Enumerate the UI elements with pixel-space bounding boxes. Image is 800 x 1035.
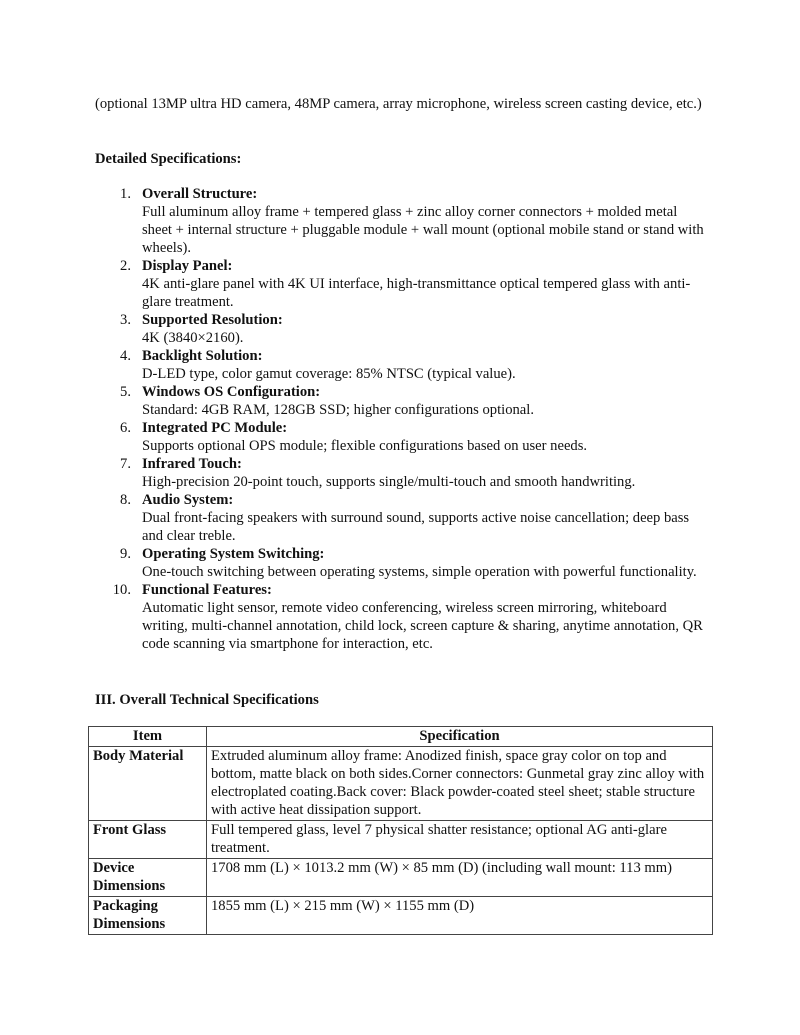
table-header-row [89, 727, 713, 747]
spec-description: Full aluminum alloy frame + tempered glass + zinc alloy corner connectors + molded metal sheet + internal structure + pluggable module + wall mount (optional mobile stand or stand with wheels). [142, 204, 704, 256]
specification-cell: Extruded aluminum alloy frame: Anodized finish, space gray color on top and bottom, matte black on both sides.Corner connectors: Gunmetal gray zinc alloy with electroplated coating.Back cover: Black powder-coated steel sheet; stable structure with active heat dissipation support. [207, 747, 713, 821]
technical-specifications-table [88, 726, 713, 935]
spec-number: 2. [120, 258, 131, 274]
spec-title: Windows OS Configuration: [142, 384, 321, 400]
spec-item-display-panel [95, 257, 705, 311]
item-cell: Front Glass [89, 821, 207, 859]
spec-number: 3. [120, 312, 131, 328]
spec-number: 10. [112, 582, 131, 598]
spec-title: Display Panel: [142, 258, 233, 274]
spec-number: 9. [120, 546, 131, 562]
item-cell: Device Dimensions [89, 859, 207, 897]
column-header-item: Item [89, 727, 207, 747]
item-cell: Packaging Dimensions [89, 897, 207, 935]
item-cell: Body Material [89, 747, 207, 821]
spec-item-overall-structure [95, 185, 705, 257]
overall-technical-specifications-heading: III. Overall Technical Specifications [95, 692, 319, 708]
spec-item-operating-system-switching [95, 545, 705, 581]
spec-description: Standard: 4GB RAM, 128GB SSD; higher configurations optional. [142, 402, 534, 418]
spec-number: 6. [120, 420, 131, 436]
spec-item-windows-os-configuration [95, 383, 705, 419]
spec-description: Automatic light sensor, remote video conferencing, wireless screen mirroring, whiteboard writing, multi-channel annotation, child lock, screen capture & sharing, anytime annotation, QR code scanning via smartphone for interaction, etc. [142, 600, 703, 652]
spec-title: Overall Structure: [142, 186, 258, 202]
spec-number: 5. [120, 384, 131, 400]
specifications-list [95, 185, 705, 653]
specification-cell: 1708 mm (L) × 1013.2 mm (W) × 85 mm (D) (including wall mount: 113 mm) [207, 859, 713, 897]
spec-number: 8. [120, 492, 131, 508]
spec-number: 1. [120, 186, 131, 202]
spec-item-supported-resolution [95, 311, 705, 347]
spec-number: 7. [120, 456, 131, 472]
spec-description: High-precision 20-point touch, supports single/multi-touch and smooth handwriting. [142, 474, 636, 490]
spec-description: Dual front-facing speakers with surround sound, supports active noise cancellation; deep bass and clear treble. [142, 510, 690, 544]
spec-description: 4K (3840×2160). [142, 330, 244, 346]
spec-title: Infrared Touch: [142, 456, 242, 472]
spec-item-backlight-solution [95, 347, 705, 383]
column-header-specification: Specification [207, 727, 713, 747]
intro-paragraph: (optional 13MP ultra HD camera, 48MP camera, array microphone, wireless screen casting device, etc.) [95, 96, 702, 112]
table-row [89, 747, 713, 821]
spec-title: Operating System Switching: [142, 546, 325, 562]
detailed-specifications-heading: Detailed Specifications: [95, 151, 242, 167]
spec-item-integrated-pc-module [95, 419, 705, 455]
spec-title: Audio System: [142, 492, 234, 508]
spec-item-infrared-touch [95, 455, 705, 491]
spec-title: Functional Features: [142, 582, 272, 598]
spec-item-audio-system [95, 491, 705, 545]
spec-title: Backlight Solution: [142, 348, 263, 364]
specification-cell: Full tempered glass, level 7 physical shatter resistance; optional AG anti-glare treatment. [207, 821, 713, 859]
spec-description: D-LED type, color gamut coverage: 85% NTSC (typical value). [142, 366, 516, 382]
spec-description: 4K anti-glare panel with 4K UI interface, high-transmittance optical tempered glass with anti-glare treatment. [142, 276, 691, 310]
spec-description: One-touch switching between operating systems, simple operation with powerful functionality. [142, 564, 697, 580]
table-row [89, 821, 713, 859]
spec-description: Supports optional OPS module; flexible configurations based on user needs. [142, 438, 588, 454]
table-row [89, 859, 713, 897]
spec-title: Integrated PC Module: [142, 420, 288, 436]
specification-cell: 1855 mm (L) × 215 mm (W) × 1155 mm (D) [207, 897, 713, 935]
spec-title: Supported Resolution: [142, 312, 283, 328]
spec-number: 4. [120, 348, 131, 364]
table-row [89, 897, 713, 935]
spec-item-functional-features [95, 581, 705, 653]
